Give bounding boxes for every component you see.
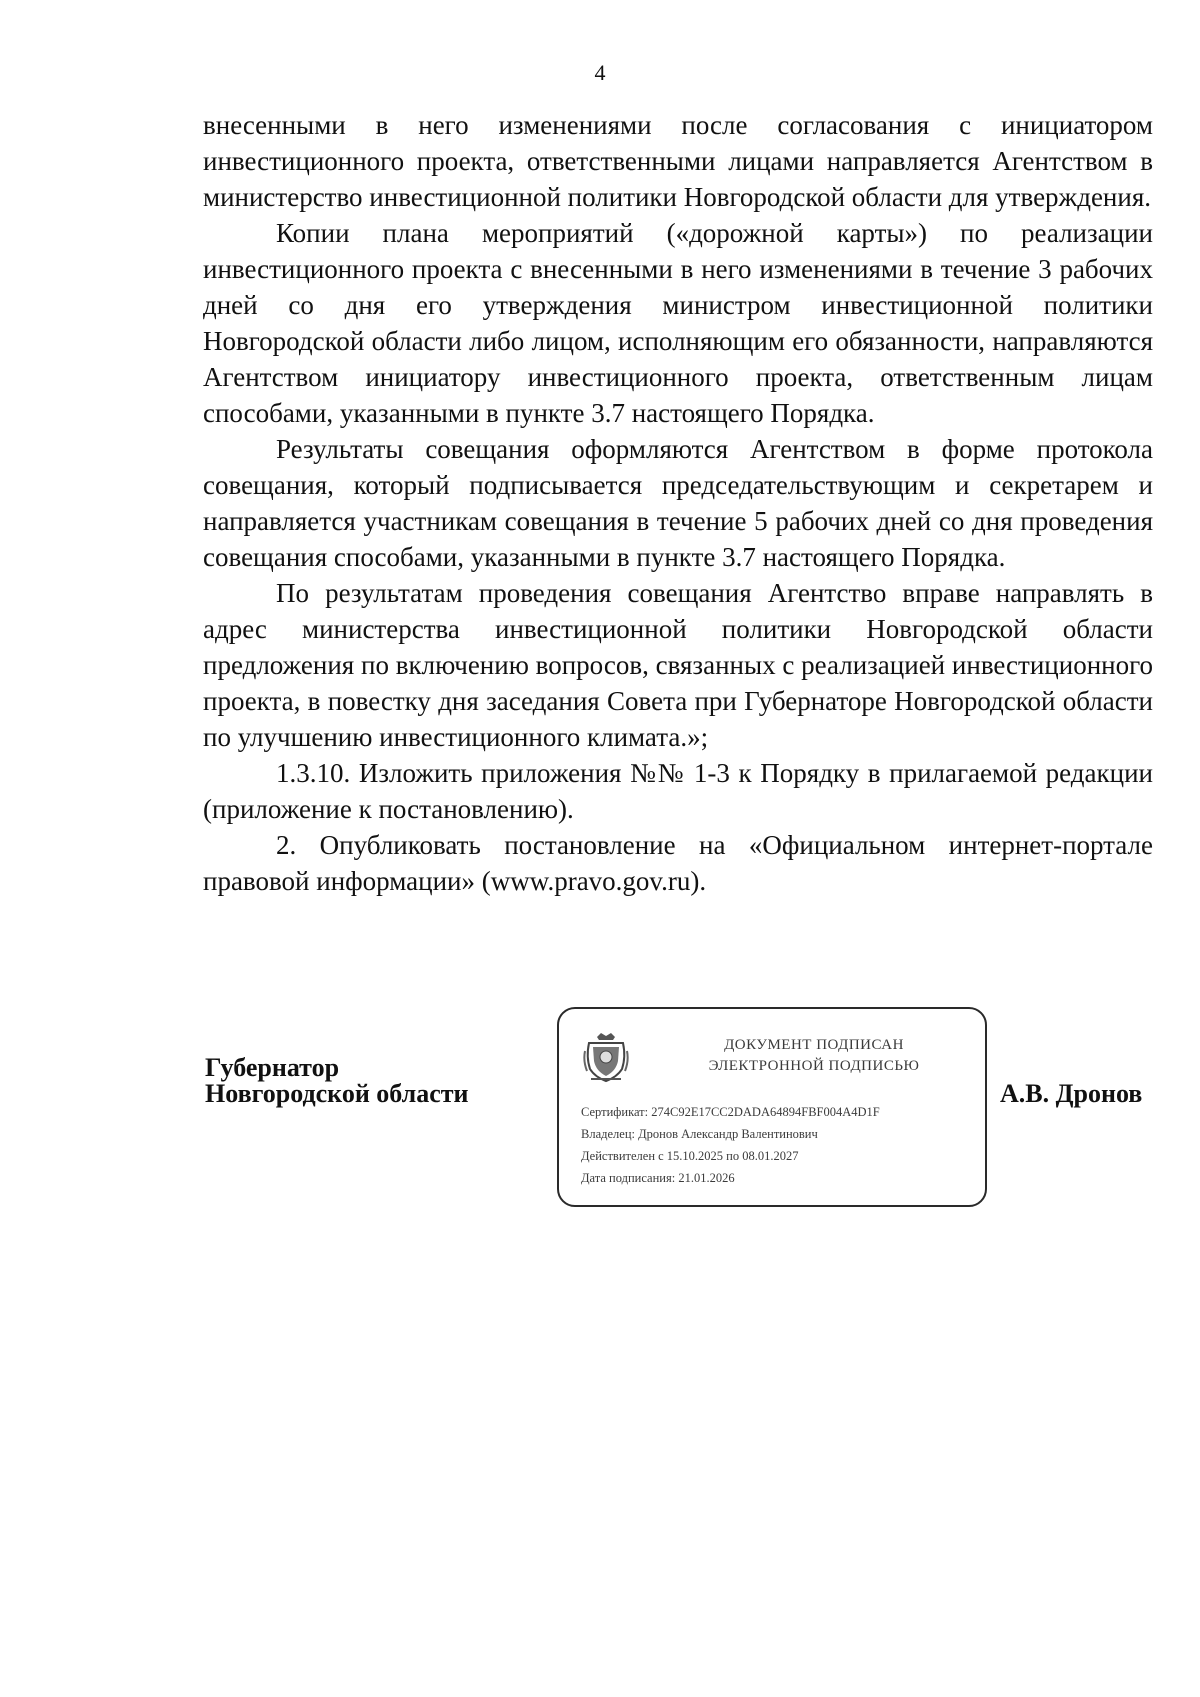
- paragraph-clause-2: 2. Опубликовать постановление на «Официальном интернет-портале правовой информации» (www.pravo.gov.ru).: [203, 830, 1153, 896]
- page-number: 4: [594, 60, 606, 85]
- signer-title-line2: Новгородской области: [205, 1079, 469, 1108]
- stamp-header-line1: ДОКУМЕНТ ПОДПИСАН: [724, 1037, 904, 1053]
- paragraph-roadmap-copies: Копии плана мероприятий («дорожной карты») по реализации инвестиционного проекта с внесенными в него изменениями в течение 3 рабочих дней со дня его утверждения министром инвестиционной политики Новгородской области либо лицом, исполняющим его обязанности, направляются Агентством инициатору инвестиционного проекта, ответственным лицам способами, указанными в пункте 3.7 настоящего Порядка.: [203, 218, 1153, 428]
- paragraph-meeting-results: Результаты совещания оформляются Агентством в форме протокола совещания, который подписывается председательствующим и секретарем и направляется участникам совещания в течение 5 рабочих дней со дня проведения совещания способами, указанными в пункте 3.7 настоящего Порядка.: [203, 434, 1153, 572]
- document-body: [203, 107, 1153, 899]
- stamp-header-line2: ЭЛЕКТРОННОЙ ПОДПИСЬЮ: [708, 1058, 920, 1074]
- signer-title-line1: Губернатор: [205, 1053, 340, 1082]
- signer-title: [205, 1055, 469, 1107]
- signer-name: А.В. Дронов: [1000, 1079, 1143, 1108]
- electronic-signature-stamp: [557, 1007, 987, 1207]
- stamp-certificate: Сертификат: 274C92E17CC2DADA64894FBF004A4D1F: [581, 1105, 880, 1119]
- stamp-header: [669, 1035, 959, 1077]
- stamp-owner: Владелец: Дронов Александр Валентинович: [581, 1127, 818, 1141]
- stamp-signed-date: Дата подписания: 21.01.2026: [581, 1171, 735, 1185]
- stamp-details: [581, 1101, 981, 1189]
- coat-of-arms-icon: [583, 1031, 629, 1083]
- paragraph-agency-proposals: По результатам проведения совещания Агентство вправе направлять в адрес министерства инвестиционной политики Новгородской области предложения по включению вопросов, связанных с реализацией инвестиционного проекта, в повестку дня заседания Совета при Губернаторе Новгородской области по улучшению инвестиционного климата.»;: [203, 578, 1153, 752]
- paragraph-clause-1-3-10: 1.3.10. Изложить приложения №№ 1-3 к Порядку в прилагаемой редакции (приложение к постановлению).: [203, 758, 1153, 824]
- stamp-validity: Действителен с 15.10.2025 по 08.01.2027: [581, 1149, 799, 1163]
- paragraph-continuation: внесенными в него изменениями после согласования с инициатором инвестиционного проекта, ответственными лицами направляется Агентством в министерство инвестиционной политики Новгородской области для утверждения.: [203, 110, 1153, 212]
